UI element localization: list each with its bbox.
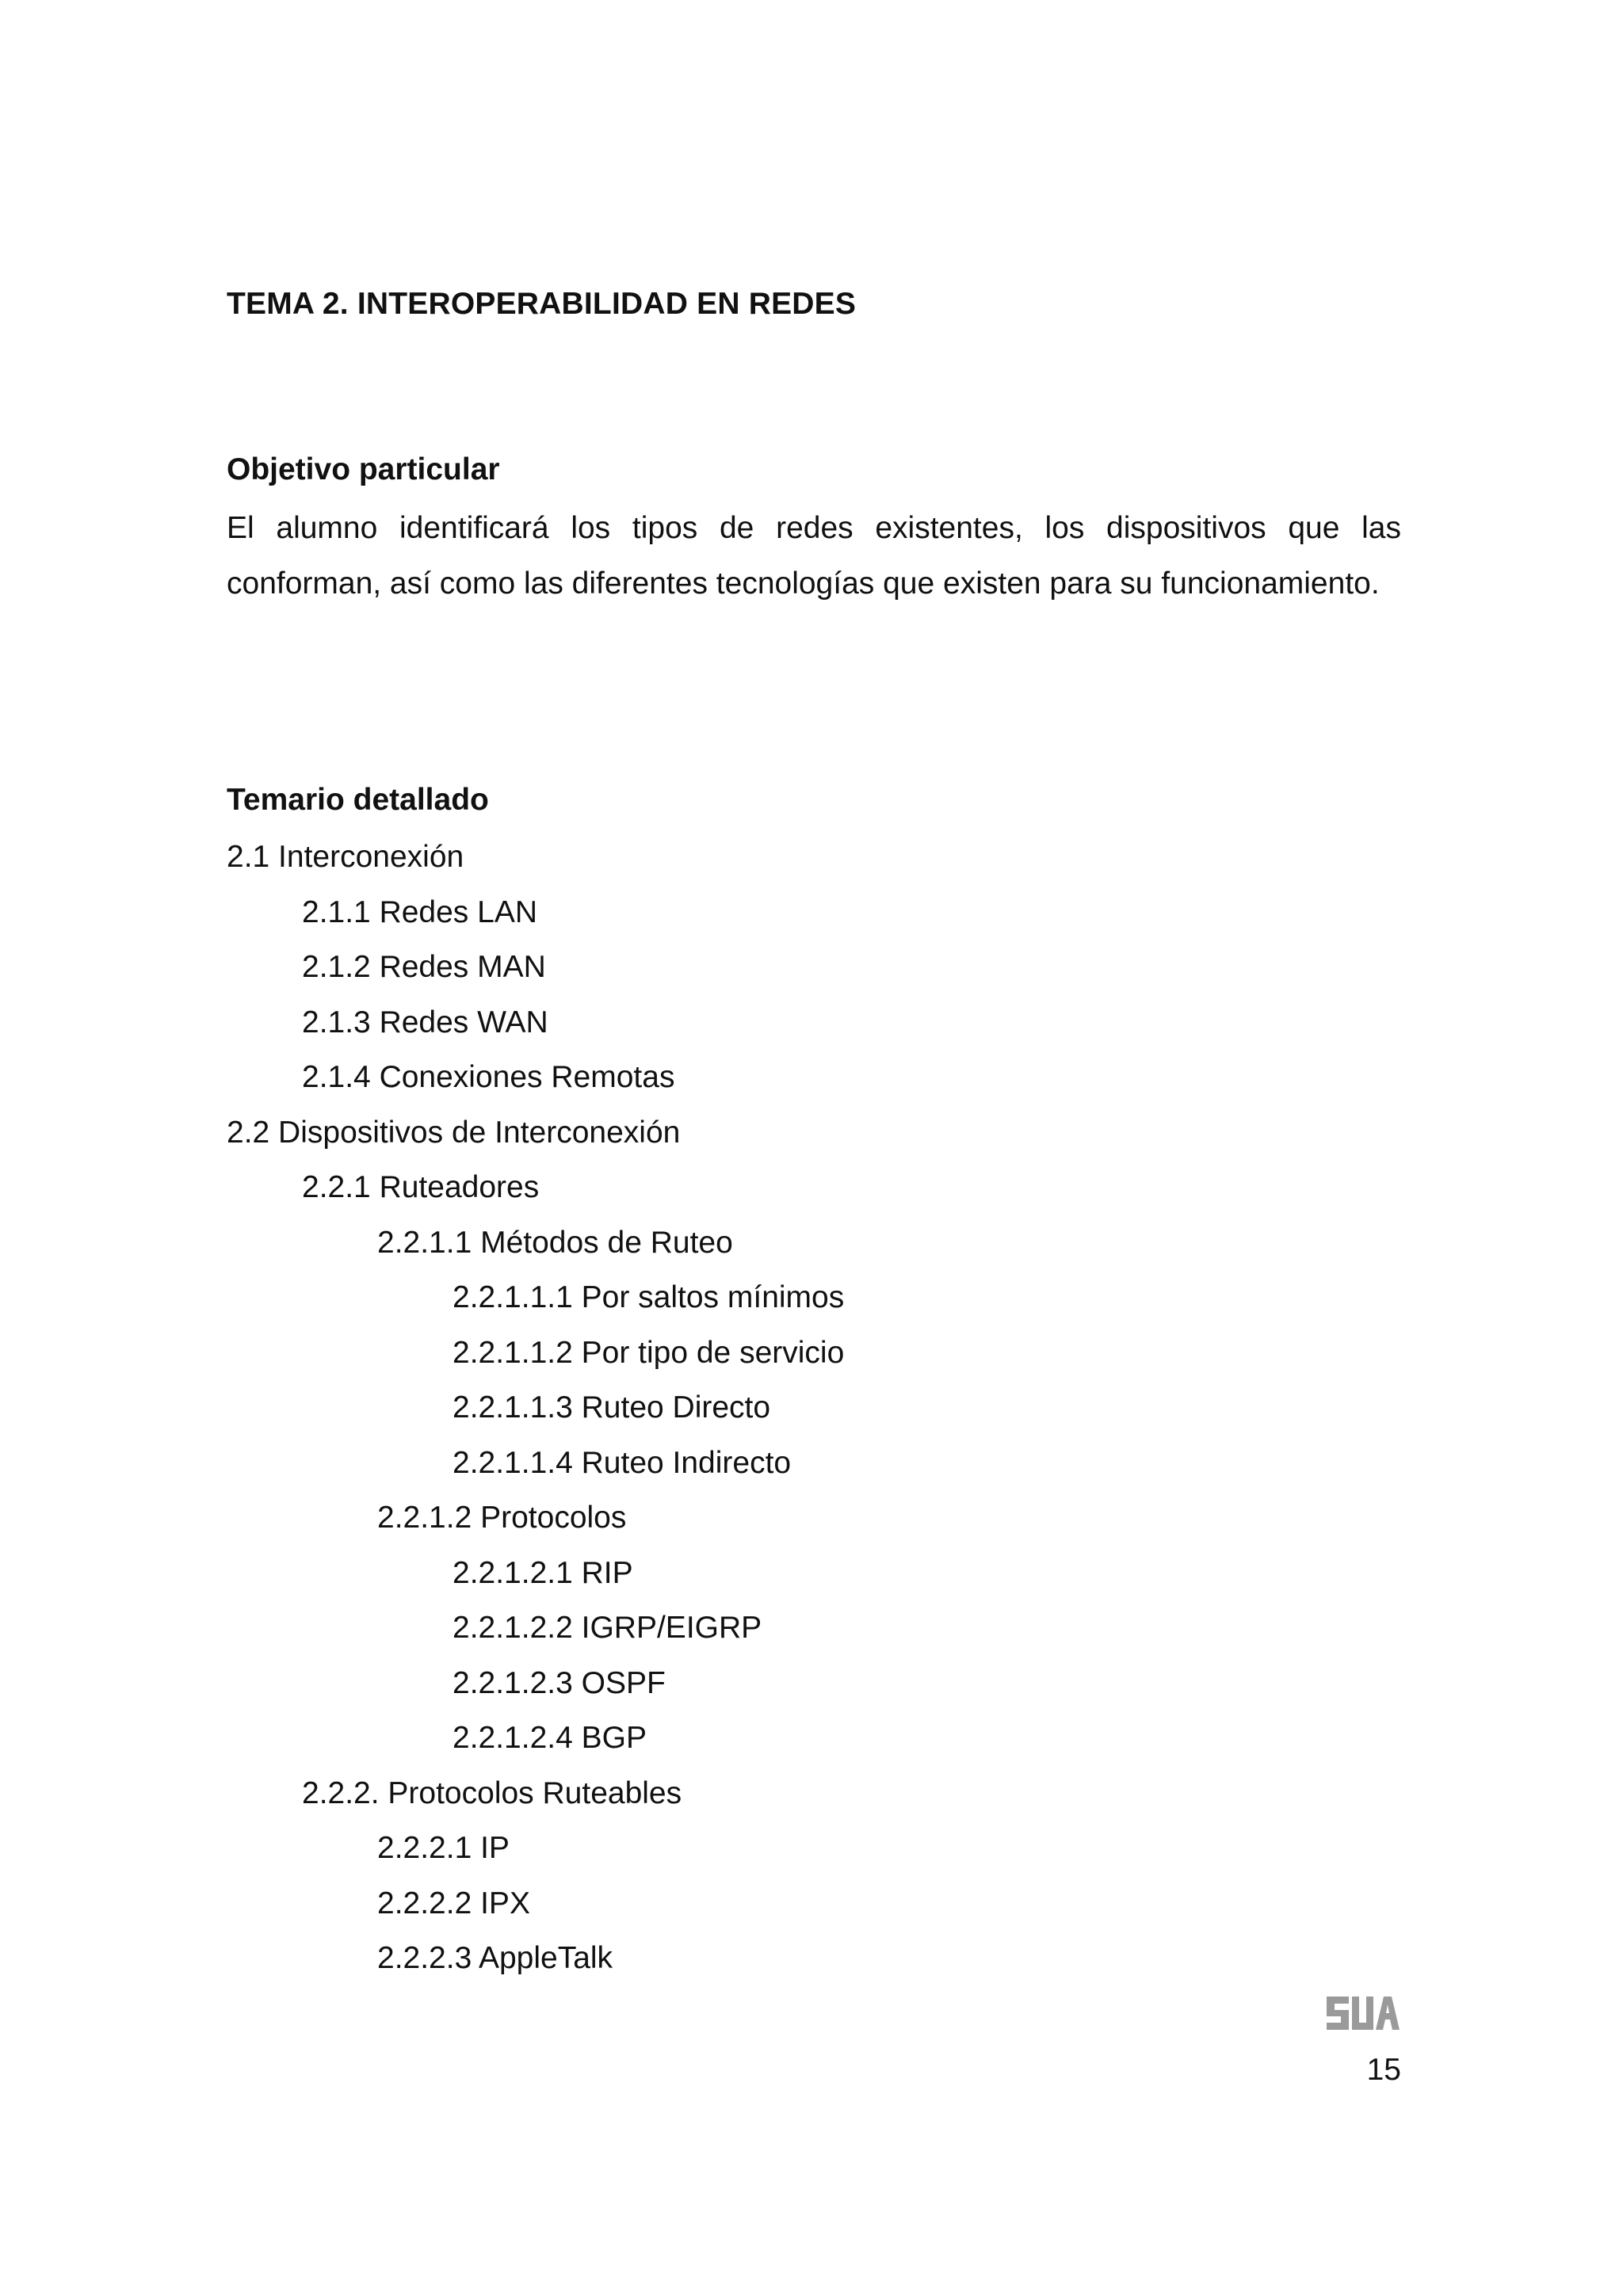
syllabus-item: 2.2.1.1.4 Ruteo Indirecto	[453, 1445, 792, 1480]
syllabus-item: 2.2.1.2.2 IGRP/EIGRP	[453, 1611, 762, 1645]
syllabus-item: 2.2.2. Protocolos Ruteables	[302, 1775, 682, 1810]
syllabus-item: 2.2.1.1.2 Por tipo de servicio	[453, 1335, 845, 1370]
syllabus-item: 2.1.1 Redes LAN	[302, 894, 538, 929]
syllabus-heading: Temario detallado	[227, 783, 489, 817]
syllabus-item: 2.2.1.2.3 OSPF	[453, 1665, 666, 1700]
syllabus-item: 2.1.2 Redes MAN	[302, 950, 546, 984]
syllabus-list	[227, 830, 844, 1986]
syllabus-item: 2.2.1.1.1 Por saltos mínimos	[453, 1280, 845, 1314]
syllabus-item: 2.2 Dispositivos de Interconexión	[227, 1115, 681, 1150]
syllabus-item: 2.1 Interconexión	[227, 840, 464, 874]
syllabus-item: 2.2.1.1.3 Ruteo Directo	[453, 1390, 771, 1425]
syllabus-item: 2.1.3 Redes WAN	[302, 1005, 548, 1039]
syllabus-item: 2.2.1.2.4 BGP	[453, 1721, 647, 1755]
objective-paragraph: El alumno identificará los tipos de redes existentes, los dispositivos que las conforman, así como las diferentes tecnologías que existen para su funcionamiento.	[227, 511, 1401, 601]
syllabus-item: 2.2.1.2 Protocolos	[377, 1501, 627, 1535]
syllabus-item: 2.2.2.2 IPX	[377, 1886, 530, 1920]
syllabus-item: 2.2.2.3 AppleTalk	[377, 1941, 613, 1975]
syllabus-item: 2.2.1.2.1 RIP	[453, 1555, 633, 1590]
chapter-title: TEMA 2. INTEROPERABILIDAD EN REDES	[227, 287, 857, 321]
page-number: 15	[1366, 2053, 1401, 2087]
objective-heading: Objetivo particular	[227, 452, 500, 486]
syllabus-item: 2.2.2.1 IP	[377, 1831, 510, 1865]
syllabus-item: 2.2.1 Ruteadores	[302, 1170, 540, 1204]
syllabus-item: 2.2.1.1 Métodos de Ruteo	[377, 1225, 733, 1260]
syllabus-item: 2.1.4 Conexiones Remotas	[302, 1060, 675, 1094]
sua-logo	[1325, 1993, 1401, 2033]
